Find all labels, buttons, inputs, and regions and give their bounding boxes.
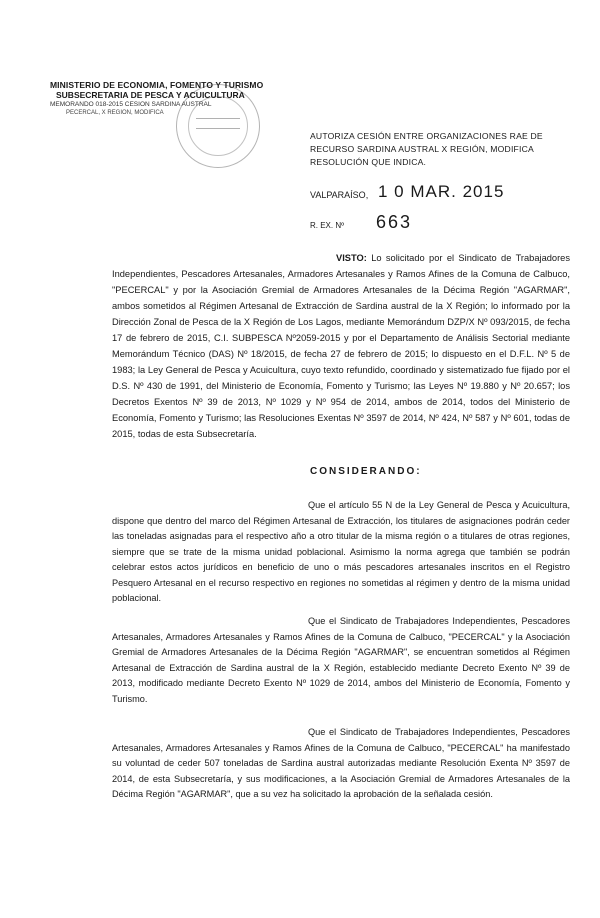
visto-section [112,250,570,442]
resolution-number: 663 [376,212,413,232]
resolution-number-row [310,212,580,240]
subsecretaria-name: SUBSECRETARIA DE PESCA Y ACUICULTURA [56,90,245,100]
date-row [310,180,580,208]
date-stamp: 1 0 MAR. 2015 [378,182,505,201]
resolution-subject: AUTORIZA CESIÓN ENTRE ORGANIZACIONES RAE DE RECURSO SARDINA AUSTRAL X REGIÓN, MODIFICA RESOLUCIÓN QUE INDICA. [310,131,543,167]
considerando-paragraph-3: Que el Sindicato de Trabajadores Independientes, Pescadores Artesanales, Armadores Artesanales y Ramos Afines de la Comuna de Calbuco, "PECERCAL" ha manifestado su voluntad de ceder 507 toneladas de Sardina austral autorizadas mediante Resolución Exenta Nº 3597 de 2014, de esta Subsecretaría, y sus modificaciones, a la Asociación Gremial de Armadores Artesanales de la Décima Región "AGARMAR", que a su vez ha solicitado la aprobación de la señalada cesión. [112,727,570,799]
seal-mark [196,128,240,129]
considerando-heading: CONSIDERANDO: [310,466,422,477]
ministry-name: MINISTERIO DE ECONOMIA, FOMENTO Y TURISMO [50,80,264,90]
considerando-paragraph-1: Que el artículo 55 N de la Ley General de Pesca y Acuicultura, dispone que dentro del marco del Régimen Artesanal de Extracción, los titulares de asignaciones podrán ceder las toneladas asignadas para el respectivo año a otro titular de la misma región o a titulares de otras regiones, siempre que se trate de la misma unidad poblacional. Asimismo la norma agrega que también se podrán celebrar estos actos jurídicos en beneficio de uno o más pescadores artesanales inscritos en el Registro Pesquero Artesanal en el recurso respectivo en regiones no sometidas al régimen y dentro de la misma unidad poblacional. [112,500,570,603]
official-seal-inner [188,96,248,156]
memo-subreference: PECERCAL, X REGION, MODIFICA [66,110,164,116]
visto-label: VISTO: [336,253,367,263]
date-label: VALPARAÍSO, [310,190,369,200]
resolution-number-label: R. EX. Nº [310,221,345,230]
visto-text: Lo solicitado por el Sindicato de Trabajadores Independientes, Pescadores Artesanales, Armadores Artesanales y Ramos Afines de la Comuna de Calbuco, "PECERCAL" y por la Asociación Gremial de Armadores Artesanales de la Décima Región "AGARMAR", ambos sometidos al Régimen Artesanal de Extracción de Sardina austral de la X Región; lo informado por la Dirección Zonal de Pesca de la X Región de Los Lagos, mediante Memorándum DZP/X Nº 093/2015, de fecha 17 de febrero de 2015, C.I. SUBPESCA Nº2059-2015 y por el Departamento de Análisis Sectorial mediante Memorándum Técnico (DAS) Nº 18/2015, de fecha 27 de febrero de 2015; lo dispuesto en el D.F.L. Nº 5 de 1983; la Ley General de Pesca y Acuicultura, cuyo texto refundido, coordinado y sistematizado fue fijado por el D.S. Nº 430 de 1991, del Ministerio de Economía, Fomento y Turismo; las Leyes Nº 19.880 y Nº 20.657; los Decretos Exentos Nº 39 de 2013, Nº 1029 y Nº 954 de 2014, ambos de 2014, todos del Ministerio de Economía, Fomento y Turismo; las Resoluciones Exentas Nº 3597 de 2014, Nº 424, Nº 587 y Nº 601, todas de 2015, todas de esta Subsecretaría. [112,253,570,439]
considerando-paragraph-2: Que el Sindicato de Trabajadores Independientes, Pescadores Artesanales, Armadores Artesanales y Ramos Afines de la Comuna de Calbuco, "PECERCAL" y la Asociación Gremial de Armadores Artesanales de la Décima Región "AGARMAR", se encuentran sometidos al Régimen Artesanal de Extracción de Sardina austral de la X Región, establecido mediante Decreto Exento Nº 39 de 2013, modificado mediante Decreto Exento Nº 1029 de 2014, ambos del Ministerio de Economía, Fomento y Turismo. [112,616,570,704]
memo-reference: MEMORANDO 018-2015 CESION SARDINA AUSTRAL [50,101,212,108]
seal-mark [196,118,240,119]
